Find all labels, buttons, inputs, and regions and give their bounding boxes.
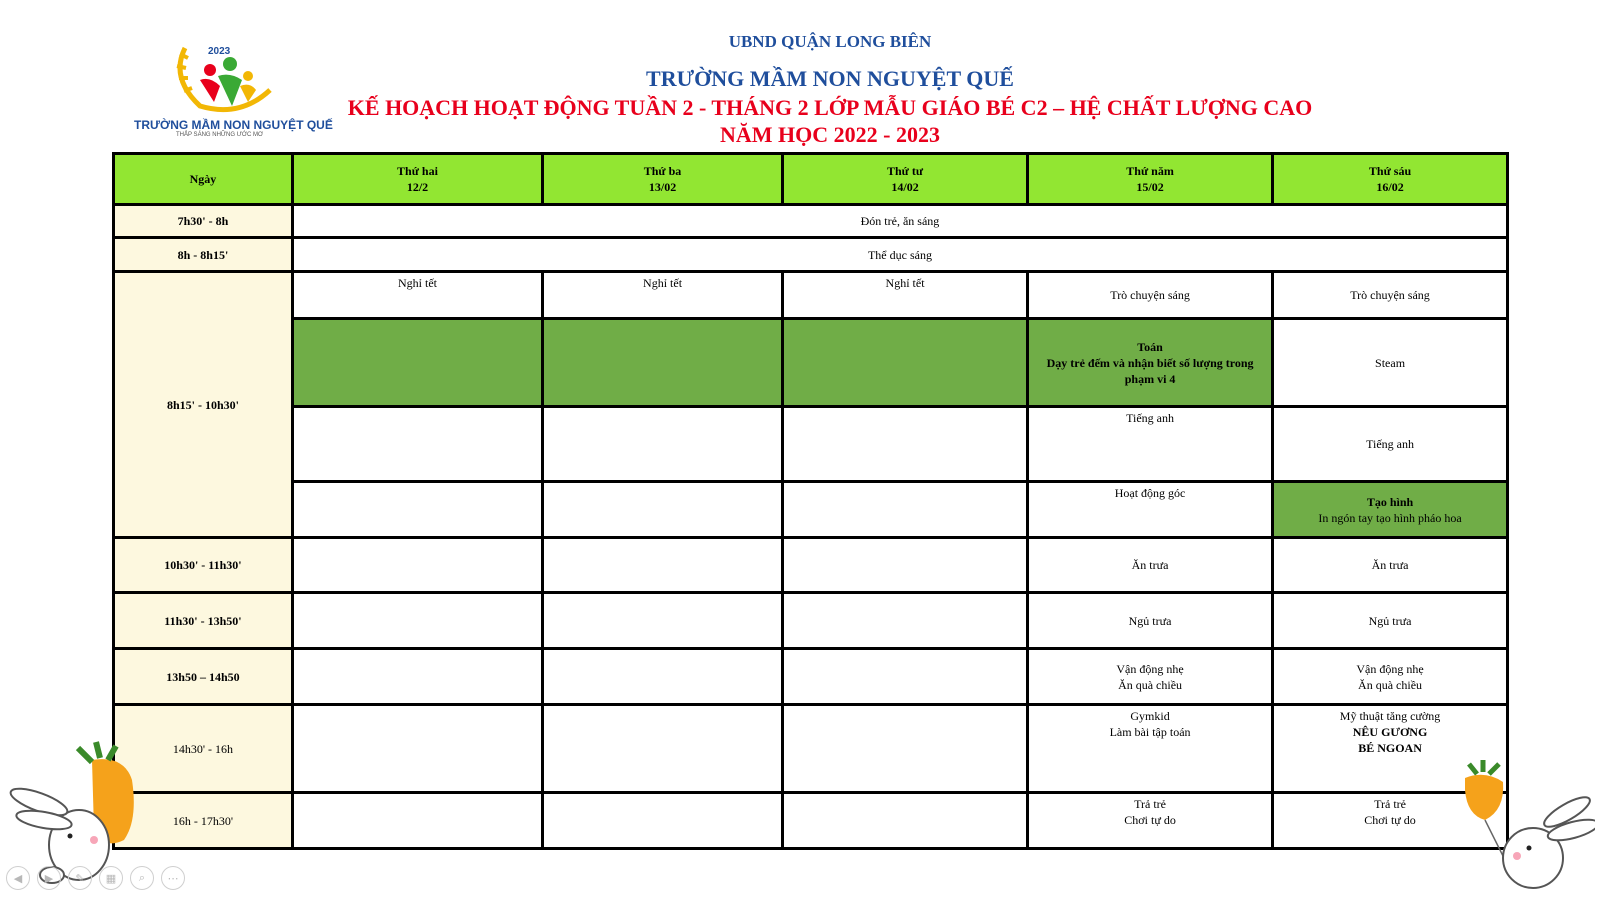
activity-cell: Vận động nhẹ Ăn quà chiều [1028,649,1273,705]
school-title: TRƯỜNG MẦM NON NGUYỆT QUẾ [646,66,1014,91]
more-icon[interactable]: ⋯ [161,866,185,890]
slide-nav-toolbar [6,866,185,890]
empty-cell [543,319,783,407]
activity-cell: Trả trẻ Chơi tự do [1028,793,1273,849]
art-activity-cell: Tạo hình In ngón tay tạo hình pháo hoa [1273,482,1508,538]
activity-cell: Tiếng anh [1273,407,1508,482]
district-title: UBND QUẬN LONG BIÊN [728,32,932,51]
empty-cell [292,705,542,793]
logo-year: 2023 [208,46,231,57]
day-header-mon: Thứ hai 12/2 [292,154,542,205]
prev-icon[interactable]: ◀ [6,866,30,890]
empty-cell [783,793,1028,849]
table-row [114,482,1508,538]
activity-cell: Đón trẻ, ăn sáng [292,205,1507,238]
empty-cell [543,593,783,649]
empty-cell [292,793,542,849]
plan-title: KẾ HOẠCH HOẠT ĐỘNG TUẦN 2 - THÁNG 2 LỚP MẪU GIÁO BÉ C2 – HỆ CHẤT LƯỢNG CAO [347,95,1313,120]
table-row [114,205,1508,238]
time-cell: 13h50 – 14h50 [114,649,293,705]
table-row [114,238,1508,272]
activity-cell: Ngủ trưa [1273,593,1508,649]
table-row [114,649,1508,705]
holiday-cell-tue: Nghỉ tết [543,272,783,319]
holiday-cell-wed: Nghỉ tết [783,272,1028,319]
table-row [114,319,1508,407]
activity-cell: Ngủ trưa [1028,593,1273,649]
math-activity-cell: Toán Dạy trẻ đếm và nhận biết số lượng trong phạm vi 4 [1028,319,1273,407]
empty-cell [543,649,783,705]
day-header-wed: Thứ tư 14/02 [783,154,1028,205]
day-header-thu: Thứ năm 15/02 [1028,154,1273,205]
table-row [114,538,1508,593]
empty-cell [783,319,1028,407]
activity-cell: Thể dục sáng [292,238,1507,272]
logo-slogan: THẮP SÁNG NHỮNG ƯỚC MƠ [176,132,264,138]
empty-cell [783,705,1028,793]
time-cell: 11h30' - 13h50' [114,593,293,649]
empty-cell [783,649,1028,705]
empty-cell [783,538,1028,593]
activity-cell: Tiếng anh [1028,407,1273,482]
time-cell: 8h15' - 10h30' [114,272,293,538]
empty-cell [292,649,542,705]
activity-cell: Hoạt động góc [1028,482,1273,538]
zoom-icon[interactable]: ⌕ [130,866,154,890]
empty-cell [783,482,1028,538]
table-row [114,593,1508,649]
empty-cell [292,407,542,482]
corner-cell: Ngày [114,154,293,205]
activity-cell: Trả trẻ Chơi tự do [1273,793,1508,849]
empty-cell [543,407,783,482]
pen-icon[interactable]: ✎ [68,866,92,890]
table-header-row [114,154,1508,205]
activity-cell: Trò chuyện sáng [1028,272,1273,319]
time-cell: 8h - 8h15' [114,238,293,272]
activity-cell: Trò chuyện sáng [1273,272,1508,319]
weekly-schedule-table [112,152,1509,850]
logo-school-name: TRƯỜNG MẦM NON NGUYỆT QUẾ [134,118,333,132]
next-icon[interactable]: ▶ [37,866,61,890]
table-row [114,272,1508,319]
bunny-carrot-right-icon [1455,760,1595,895]
table-row [114,705,1508,793]
time-cell: 14h30' - 16h [114,705,293,793]
empty-cell [543,705,783,793]
activity-cell: Vận động nhẹ Ăn quà chiều [1273,649,1508,705]
activity-cell: Gymkid Làm bài tập toán [1028,705,1273,793]
table-row [114,407,1508,482]
empty-cell [543,793,783,849]
table-row [114,793,1508,849]
activity-cell: Steam [1273,319,1508,407]
time-cell: 10h30' - 11h30' [114,538,293,593]
time-cell: 16h - 17h30' [114,793,293,849]
empty-cell [292,538,542,593]
school-year-title: NĂM HỌC 2022 - 2023 [720,122,940,147]
empty-cell [543,482,783,538]
time-cell: 7h30' - 8h [114,205,293,238]
day-header-fri: Thứ sáu 16/02 [1273,154,1508,205]
activity-cell: Ăn trưa [1028,538,1273,593]
day-header-tue: Thứ ba 13/02 [543,154,783,205]
empty-cell [292,319,542,407]
slides-icon[interactable]: ▦ [99,866,123,890]
activity-cell: Mỹ thuật tăng cường NÊU GƯƠNG BÉ NGOAN [1273,705,1508,793]
empty-cell [783,593,1028,649]
activity-cell: Ăn trưa [1273,538,1508,593]
empty-cell [292,482,542,538]
empty-cell [543,538,783,593]
empty-cell [783,407,1028,482]
holiday-cell-mon: Nghỉ tết [292,272,542,319]
empty-cell [292,593,542,649]
